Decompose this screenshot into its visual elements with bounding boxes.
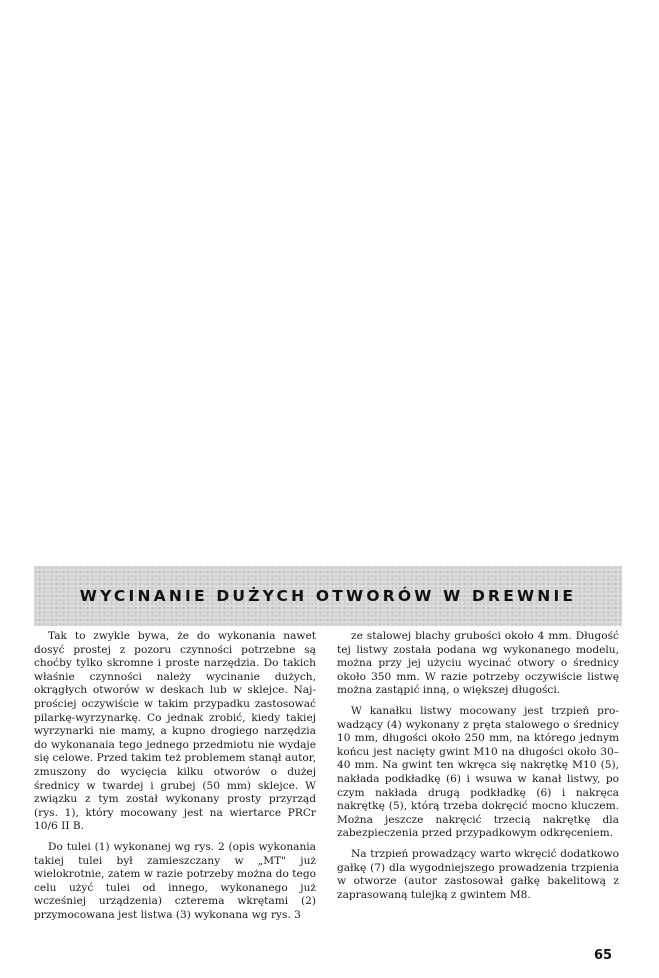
- paragraph: ze stalowej blachy grubości około 4 mm. Długość tej listwy została podana wg wykonanego modelu, można przy jej użyciu wycinać otwory o średnicy około 350 mm. W razie potrzeby oczywiście listwę można zastąpić inną, o większej długości.: [337, 630, 619, 697]
- paragraph: Na trzpień prowadzący warto wkręcić dodatkowo gałkę (7) dla wygodniejszego prowadzenia trzpienia w otworze (autor zastosował gałkę bakelitową z zaprasowaną tulejką z gwintem M8.: [337, 847, 619, 901]
- page-number: 65: [594, 948, 613, 963]
- paragraph: W kanałku listwy mocowany jest trzpień prowadzący (4) wykonany z pręta stalowego o średnicy 10 mm, długości około 250 mm, na którego jednym końcu jest nacięty gwint M10 na długości około 30–40 mm. Na gwint ten wkręca się nakrętkę M10 (5), nakłada podkładkę (6) i wsuwa w kanał listwy, po czym nakłada drugą podkładkę (6) i nakręca nakrętkę (5), którą trzeba dokręcić mocno kluczem. Można jeszcze nakręcić trzecią nakrętkę dla zabezpieczenia przed przypadkowym odkręceniem.: [337, 704, 619, 840]
- paragraph: Tak to zwykle bywa, że do wykonania nawet dosyć prostej z pozoru czynności potrzebne są choćby tylko skromne i proste narzędzia. Do takich właśnie czynności należy wycinanie dużych, okrągłych otworów w deskach lub w sklejce. Najprościej oczywiście w takim przypadku zastosować pilarkę-wyrzynarkę. Co jednak zrobić, kiedy takiej wyrzynarki nie mamy, a kupno drogiego narzędzia do wykonanaia tego jednego przedmiotu nie wydaje się celowe. Przed takim też problemem stanął autor, zmuszony do wycięcia kilku otworów o dużej średnicy w twardej i grubej (50 mm) sklejce. W związku z tym został wykonany prosty przyrząd (rys. 1), który mocowany jest na wiertarce PRCr 10/6 II B.: [34, 630, 316, 833]
- right-column: [337, 630, 619, 902]
- left-column: [34, 630, 316, 922]
- paragraph: Do tulei (1) wykonanej wg rys. 2 (opis wykonania takiej tulei był zamieszczany w „MT" już wielokrotnie, zatem w razie potrzeby można do tego celu użyć tulei od innego, wykonanego już wcześniej urządzenia) czterema wkrętami (2) przymocowana jest listwa (3) wykonana wg rys. 3: [34, 840, 316, 921]
- title-banner: [34, 566, 622, 626]
- article-title: WYCINANIE DUŻYCH OTWORÓW W DREWNIE: [79, 587, 577, 605]
